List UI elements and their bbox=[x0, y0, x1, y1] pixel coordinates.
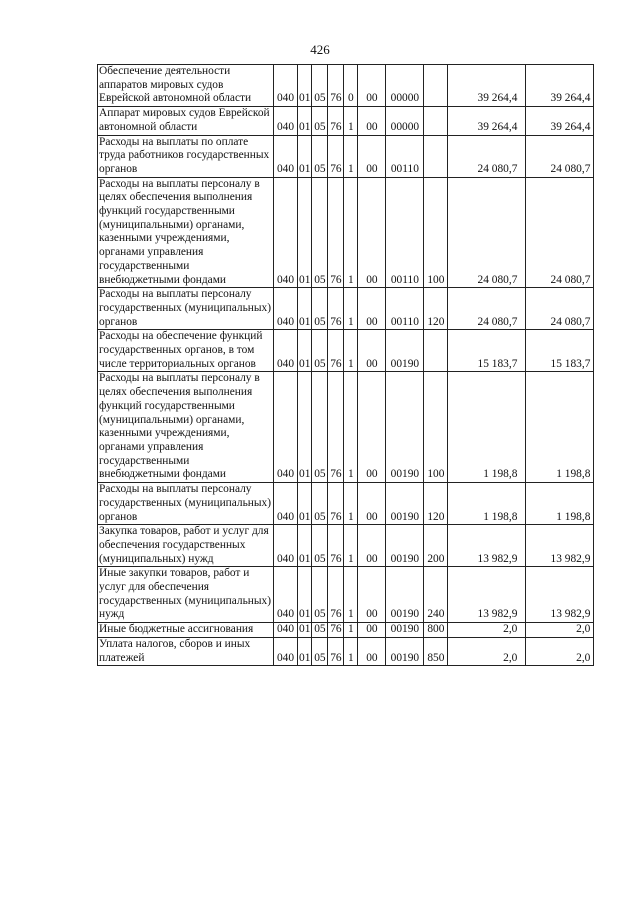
target-article-code: 00110 bbox=[386, 177, 424, 288]
section-code: 01 bbox=[298, 177, 312, 288]
amount-1: 13 982,9 bbox=[448, 567, 526, 623]
subsection-code: 05 bbox=[312, 177, 328, 288]
direction-code: 00 bbox=[358, 372, 386, 483]
table-row bbox=[98, 288, 594, 330]
section-code: 01 bbox=[298, 135, 312, 177]
direction-code: 00 bbox=[358, 107, 386, 135]
subprogram-code: 1 bbox=[344, 330, 358, 372]
amount-2: 13 982,9 bbox=[526, 567, 594, 623]
table-row bbox=[98, 177, 594, 288]
program-code: 76 bbox=[328, 372, 344, 483]
row-name: Расходы на выплаты персоналу государственных (муниципальных) органов bbox=[98, 288, 274, 330]
program-code: 76 bbox=[328, 288, 344, 330]
subsection-code: 05 bbox=[312, 567, 328, 623]
subprogram-code: 1 bbox=[344, 135, 358, 177]
program-code: 76 bbox=[328, 483, 344, 525]
amount-1: 39 264,4 bbox=[448, 65, 526, 107]
table-row bbox=[98, 135, 594, 177]
amount-1: 1 198,8 bbox=[448, 483, 526, 525]
section-code: 01 bbox=[298, 288, 312, 330]
budget-table-body bbox=[98, 65, 594, 666]
program-code: 76 bbox=[328, 623, 344, 638]
target-article-code: 00190 bbox=[386, 330, 424, 372]
subsection-code: 05 bbox=[312, 330, 328, 372]
ministry-code: 040 bbox=[274, 65, 298, 107]
subprogram-code: 1 bbox=[344, 177, 358, 288]
table-row bbox=[98, 525, 594, 567]
subsection-code: 05 bbox=[312, 372, 328, 483]
budget-table bbox=[97, 64, 594, 666]
program-code: 76 bbox=[328, 330, 344, 372]
table-row bbox=[98, 372, 594, 483]
expense-type-code: 800 bbox=[424, 623, 448, 638]
subprogram-code: 1 bbox=[344, 483, 358, 525]
program-code: 76 bbox=[328, 107, 344, 135]
ministry-code: 040 bbox=[274, 135, 298, 177]
ministry-code: 040 bbox=[274, 330, 298, 372]
section-code: 01 bbox=[298, 623, 312, 638]
ministry-code: 040 bbox=[274, 567, 298, 623]
ministry-code: 040 bbox=[274, 288, 298, 330]
direction-code: 00 bbox=[358, 637, 386, 665]
row-name: Расходы на выплаты по оплате труда работников государственных органов bbox=[98, 135, 274, 177]
section-code: 01 bbox=[298, 637, 312, 665]
row-name: Расходы на выплаты персоналу в целях обеспечения выполнения функций государственными (муниципальными) органами, казенными учреждениями, органами управления государственными внебюджетными фондами bbox=[98, 372, 274, 483]
section-code: 01 bbox=[298, 483, 312, 525]
row-name: Уплата налогов, сборов и иных платежей bbox=[98, 637, 274, 665]
target-article-code: 00190 bbox=[386, 567, 424, 623]
amount-2: 39 264,4 bbox=[526, 65, 594, 107]
subsection-code: 05 bbox=[312, 623, 328, 638]
subsection-code: 05 bbox=[312, 107, 328, 135]
expense-type-code: 100 bbox=[424, 372, 448, 483]
target-article-code: 00110 bbox=[386, 135, 424, 177]
amount-2: 2,0 bbox=[526, 637, 594, 665]
target-article-code: 00190 bbox=[386, 372, 424, 483]
table-row bbox=[98, 567, 594, 623]
subprogram-code: 1 bbox=[344, 567, 358, 623]
section-code: 01 bbox=[298, 372, 312, 483]
amount-1: 24 080,7 bbox=[448, 288, 526, 330]
subsection-code: 05 bbox=[312, 483, 328, 525]
ministry-code: 040 bbox=[274, 483, 298, 525]
target-article-code: 00190 bbox=[386, 525, 424, 567]
amount-2: 24 080,7 bbox=[526, 135, 594, 177]
table-row bbox=[98, 623, 594, 638]
program-code: 76 bbox=[328, 65, 344, 107]
subsection-code: 05 bbox=[312, 637, 328, 665]
amount-1: 1 198,8 bbox=[448, 372, 526, 483]
subprogram-code: 1 bbox=[344, 637, 358, 665]
expense-type-code: 200 bbox=[424, 525, 448, 567]
amount-2: 24 080,7 bbox=[526, 288, 594, 330]
subsection-code: 05 bbox=[312, 288, 328, 330]
target-article-code: 00000 bbox=[386, 65, 424, 107]
section-code: 01 bbox=[298, 525, 312, 567]
amount-1: 24 080,7 bbox=[448, 135, 526, 177]
direction-code: 00 bbox=[358, 483, 386, 525]
ministry-code: 040 bbox=[274, 177, 298, 288]
amount-2: 1 198,8 bbox=[526, 483, 594, 525]
table-row bbox=[98, 107, 594, 135]
direction-code: 00 bbox=[358, 623, 386, 638]
row-name: Аппарат мировых судов Еврейской автономной области bbox=[98, 107, 274, 135]
expense-type-code: 120 bbox=[424, 483, 448, 525]
amount-2: 1 198,8 bbox=[526, 372, 594, 483]
target-article-code: 00190 bbox=[386, 637, 424, 665]
amount-1: 2,0 bbox=[448, 623, 526, 638]
subsection-code: 05 bbox=[312, 525, 328, 567]
program-code: 76 bbox=[328, 567, 344, 623]
subprogram-code: 1 bbox=[344, 288, 358, 330]
expense-type-code: 120 bbox=[424, 288, 448, 330]
target-article-code: 00190 bbox=[386, 623, 424, 638]
row-name: Расходы на выплаты персоналу в целях обеспечения выполнения функций государственными (муниципальными) органами, казенными учреждениями, органами управления государственными внебюджетными фондами bbox=[98, 177, 274, 288]
row-name: Иные закупки товаров, работ и услуг для обеспечения государственных (муниципальных) нужд bbox=[98, 567, 274, 623]
subprogram-code: 0 bbox=[344, 65, 358, 107]
direction-code: 00 bbox=[358, 330, 386, 372]
ministry-code: 040 bbox=[274, 107, 298, 135]
direction-code: 00 bbox=[358, 567, 386, 623]
expense-type-code: 850 bbox=[424, 637, 448, 665]
direction-code: 00 bbox=[358, 177, 386, 288]
amount-1: 15 183,7 bbox=[448, 330, 526, 372]
expense-type-code bbox=[424, 65, 448, 107]
section-code: 01 bbox=[298, 107, 312, 135]
subsection-code: 05 bbox=[312, 135, 328, 177]
program-code: 76 bbox=[328, 637, 344, 665]
amount-1: 13 982,9 bbox=[448, 525, 526, 567]
page-number: 426 bbox=[310, 42, 330, 57]
ministry-code: 040 bbox=[274, 525, 298, 567]
amount-1: 39 264,4 bbox=[448, 107, 526, 135]
amount-2: 15 183,7 bbox=[526, 330, 594, 372]
ministry-code: 040 bbox=[274, 637, 298, 665]
amount-2: 13 982,9 bbox=[526, 525, 594, 567]
target-article-code: 00000 bbox=[386, 107, 424, 135]
row-name: Расходы на обеспечение функций государственных органов, в том числе территориальных органов bbox=[98, 330, 274, 372]
program-code: 76 bbox=[328, 525, 344, 567]
subprogram-code: 1 bbox=[344, 372, 358, 483]
section-code: 01 bbox=[298, 330, 312, 372]
row-name: Расходы на выплаты персоналу государственных (муниципальных) органов bbox=[98, 483, 274, 525]
direction-code: 00 bbox=[358, 135, 386, 177]
section-code: 01 bbox=[298, 567, 312, 623]
amount-2: 39 264,4 bbox=[526, 107, 594, 135]
target-article-code: 00110 bbox=[386, 288, 424, 330]
subprogram-code: 1 bbox=[344, 525, 358, 567]
program-code: 76 bbox=[328, 177, 344, 288]
amount-2: 24 080,7 bbox=[526, 177, 594, 288]
amount-1: 24 080,7 bbox=[448, 177, 526, 288]
ministry-code: 040 bbox=[274, 372, 298, 483]
row-name: Закупка товаров, работ и услуг для обеспечения государственных (муниципальных) нужд bbox=[98, 525, 274, 567]
amount-2: 2,0 bbox=[526, 623, 594, 638]
table-row bbox=[98, 637, 594, 665]
table-row bbox=[98, 330, 594, 372]
expense-type-code bbox=[424, 330, 448, 372]
subprogram-code: 1 bbox=[344, 623, 358, 638]
section-code: 01 bbox=[298, 65, 312, 107]
row-name: Обеспечение деятельности аппаратов мировых судов Еврейской автономной области bbox=[98, 65, 274, 107]
direction-code: 00 bbox=[358, 288, 386, 330]
amount-1: 2,0 bbox=[448, 637, 526, 665]
program-code: 76 bbox=[328, 135, 344, 177]
ministry-code: 040 bbox=[274, 623, 298, 638]
expense-type-code bbox=[424, 107, 448, 135]
subsection-code: 05 bbox=[312, 65, 328, 107]
target-article-code: 00190 bbox=[386, 483, 424, 525]
subprogram-code: 1 bbox=[344, 107, 358, 135]
direction-code: 00 bbox=[358, 65, 386, 107]
expense-type-code bbox=[424, 135, 448, 177]
direction-code: 00 bbox=[358, 525, 386, 567]
row-name: Иные бюджетные ассигнования bbox=[98, 623, 274, 638]
table-row bbox=[98, 483, 594, 525]
table-row bbox=[98, 65, 594, 107]
expense-type-code: 240 bbox=[424, 567, 448, 623]
expense-type-code: 100 bbox=[424, 177, 448, 288]
